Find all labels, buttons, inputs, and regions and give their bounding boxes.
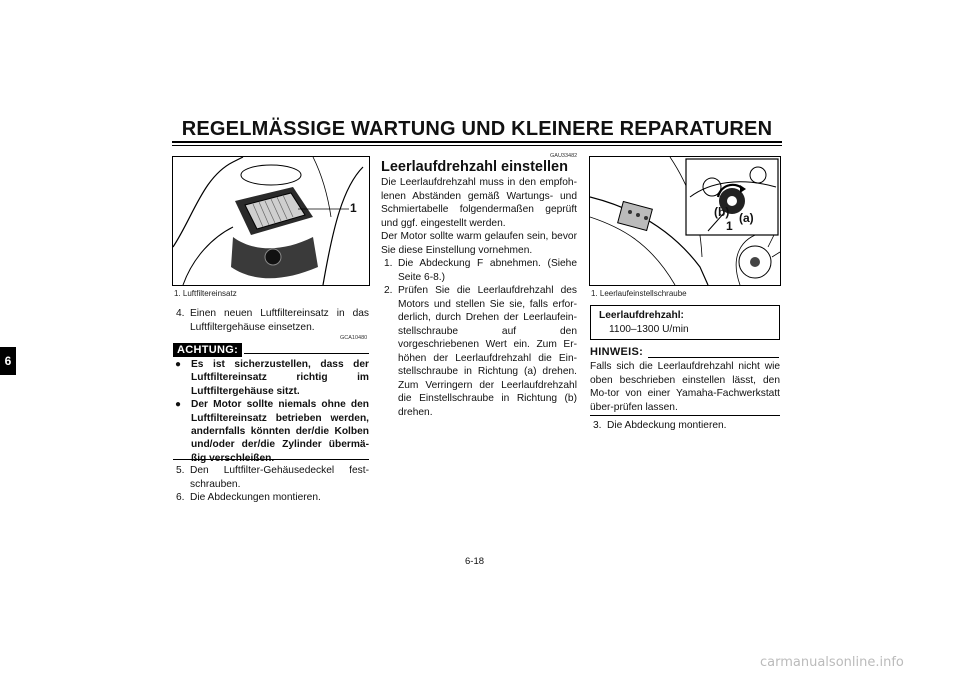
step-number: 4. (176, 308, 185, 319)
page-number: 6-18 (465, 556, 485, 567)
step-number: 2. (384, 285, 393, 296)
label-a: (a) (739, 211, 754, 225)
step-4 (173, 307, 369, 334)
bullet-icon: ● (175, 399, 182, 411)
figure-caption-right: 1. Leerlaufeinstellschraube (591, 289, 687, 298)
label-b: (b) (714, 205, 730, 219)
title-rule-thin (172, 145, 782, 146)
caution-list (173, 358, 369, 465)
left-steps-bottom (173, 464, 369, 505)
left-column (173, 307, 369, 334)
label-1: 1 (726, 219, 733, 233)
step-3 (590, 419, 780, 433)
middle-column (381, 176, 577, 419)
caution-code: GCA10480 (340, 335, 368, 341)
title-rule (172, 141, 782, 143)
note-rule-top (648, 357, 779, 358)
caution-rule-bottom (173, 459, 369, 460)
air-filter-illustration (173, 157, 369, 285)
step-number: 3. (593, 420, 602, 431)
note-rule-bottom (590, 415, 780, 416)
air-filter-figure (172, 156, 370, 286)
caution-item (173, 398, 369, 465)
right-step-3 (590, 419, 780, 433)
step-1 (381, 257, 577, 284)
step-text: Die Abdeckungen montieren. (190, 492, 321, 503)
step-number: 5. (176, 465, 185, 476)
step-5 (173, 464, 369, 491)
watermark: carmanualsonline.info (760, 655, 904, 670)
idle-screw-figure (589, 156, 781, 286)
section-code: GAU33482 (550, 153, 578, 159)
note-label: HINWEIS: (590, 346, 644, 358)
intro-paragraph: Die Leerlaufdrehzahl muss in den empfoh-lenen Abständen gemäß Wartungs- und Schmiertabelle folgendermaßen geprüft und ggf. eingestellt werden. (381, 177, 577, 229)
step-text: Prüfen Sie die Leerlaufdrehzahl des Motors und stellen Sie sie, falls erfor-derlich, durch Drehen der Leerlaufein-stellschraube auf den vorgeschriebenen Wert ein. Zum Er-höhen der Leerlaufdrehzahl die Ein-stellschraube in Richtung (a) drehen. Zum Verringern der Leerlaufdrehzahl die Einstellschraube in Richtung (b) drehen. (398, 285, 577, 418)
section-heading: Leerlaufdrehzahl einstellen (381, 159, 568, 175)
step-2 (381, 284, 577, 419)
step-text: Die Abdeckung montieren. (607, 420, 727, 431)
caution-item-text: Es ist sicherzustellen, dass der Luftfiltereinsatz richtig im Luftfiltergehäuse sitzt. (191, 359, 369, 397)
caution-item-text: Der Motor sollte niemals ohne den Luftfiltereinsatz betrieben werden, andernfalls könnten der/die Kolben und/oder der/die Zylinder übermä- (191, 399, 369, 451)
spec-value: 1100–1300 U/min (609, 323, 689, 335)
caution-header (173, 340, 369, 358)
bullet-icon: ● (175, 359, 182, 370)
step-6 (173, 491, 369, 505)
step-number: 1. (384, 258, 393, 269)
caution-rule-top (244, 353, 369, 354)
caution-label: ACHTUNG: (173, 343, 242, 357)
spec-label: Leerlaufdrehzahl: (599, 310, 684, 321)
step-text: Die Abdeckung F abnehmen. (Siehe Seite 6-8.) (398, 258, 577, 283)
chapter-number: 6 (4, 354, 12, 368)
step-number: 6. (176, 492, 185, 503)
spec-box (590, 305, 780, 340)
figure-callout-1: 1 (350, 201, 357, 215)
chapter-tab (0, 347, 16, 375)
note-text: Falls sich die Leerlaufdrehzahl nicht wie oben beschrieben einstellen lässt, den Mo-tor von einer Yamaha-Fachwerkstatt über-prüfen lassen. (590, 361, 780, 413)
figure-caption: 1. Luftfiltereinsatz (174, 289, 237, 298)
page-title: REGELMÄSSIGE WARTUNG UND KLEINERE REPARATUREN (181, 118, 773, 140)
intro-paragraph-2: Der Motor sollte warm gelaufen sein, bevor Sie diese Einstellung vornehmen. (381, 231, 577, 256)
step-text: Den Luftfilter-Gehäusedeckel fest-schrauben. (190, 465, 369, 490)
caution-item (173, 358, 369, 398)
step-text: Einen neuen Luftfiltereinsatz in das Luftfiltergehäuse einsetzen. (190, 308, 369, 333)
